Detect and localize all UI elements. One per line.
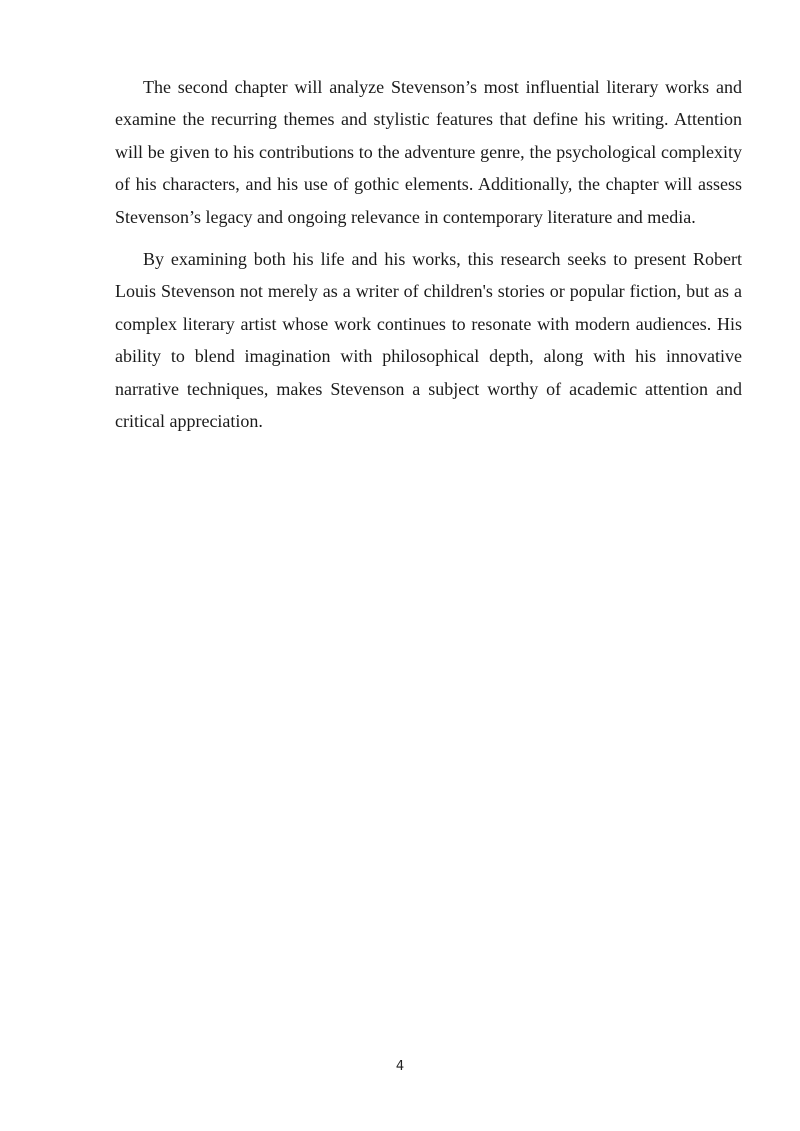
body-text (115, 71, 742, 447)
paragraph-second-chapter: The second chapter will analyze Stevenson’s most influential literary works and examine the recurring themes and stylistic features that define his writing. Attention will be given to his contributions to the adventure genre, the psychological complexity of his characters, and his use of gothic elements. Additionally, the chapter will assess Stevenson’s legacy and ongoing relevance in contemporary literature and media. (115, 77, 742, 227)
page-number: 4 (395, 1059, 405, 1074)
paragraph-research-aim: By examining both his life and his works, this research seeks to present Robert Louis Stevenson not merely as a writer of children's stories or popular fiction, but as a complex literary artist whose work continues to resonate with modern audiences. His ability to blend imagination with philosophical depth, along with his innovative narrative techniques, makes Stevenson a subject worthy of academic attention and critical appreciation. (115, 249, 742, 432)
